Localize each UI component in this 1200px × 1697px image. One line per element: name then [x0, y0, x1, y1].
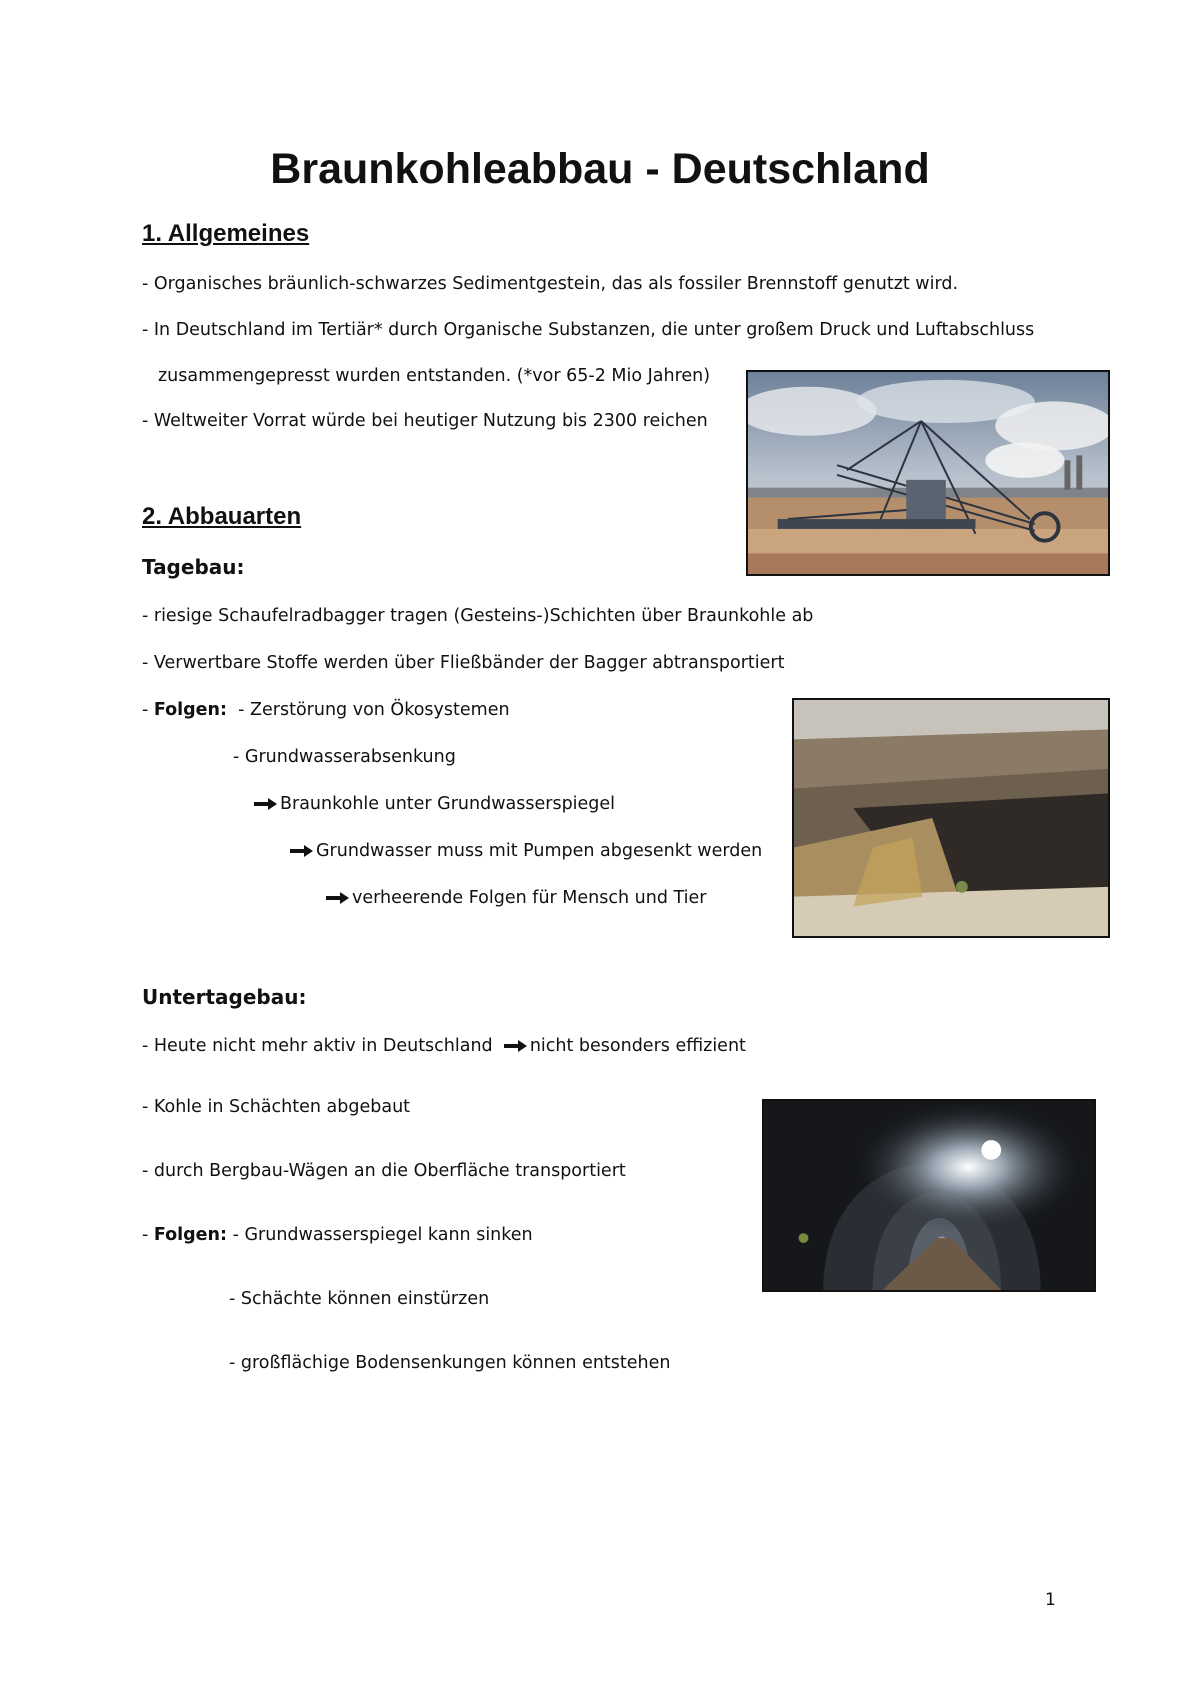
folgen-item: - Zerstörung von Ökosystemen [238, 700, 510, 720]
folgen-label: Folgen: [153, 1225, 228, 1245]
section-heading-allgemeines: 1. Allgemeines [142, 220, 310, 247]
untertagebau-line-1: - Heute nicht mehr aktiv in Deutschland nicht besonders effizient [142, 1036, 746, 1056]
folgen-item: - Grundwasserabsenkung [233, 747, 456, 767]
subheading-tagebau: Tagebau: [142, 555, 245, 579]
text-line: - riesige Schaufelradbagger tragen (Gesteins-)Schichten über Braunkohle ab [142, 606, 814, 626]
page-title: Braunkohleabbau - Deutschland [270, 145, 930, 193]
folgen-item: - großflächige Bodensenkungen können entstehen [229, 1353, 671, 1373]
tunnel-photo [762, 1099, 1096, 1292]
text-line: - durch Bergbau-Wägen an die Oberfläche transportiert [142, 1161, 626, 1181]
folgen-item-arrow: Braunkohle unter Grundwasserspiegel [254, 793, 615, 815]
text-line: - Verwertbare Stoffe werden über Fließbänder der Bagger abtransportiert [142, 653, 785, 673]
folgen-item-arrow: Grundwasser muss mit Pumpen abgesenkt werden [290, 840, 762, 862]
open-pit-photo [792, 698, 1110, 938]
arrow-right-icon [254, 799, 278, 809]
folgen-label: Folgen: [153, 700, 228, 720]
arrow-right-icon [504, 1041, 528, 1051]
folgen-item-arrow: verheerende Folgen für Mensch und Tier [326, 887, 706, 909]
text-line: - In Deutschland im Tertiär* durch Organische Substanzen, die unter großem Druck und Luftabschluss [142, 320, 1035, 340]
folgen-item: - Grundwasserspiegel kann sinken [232, 1225, 533, 1245]
page-number: 1 [1045, 1590, 1056, 1610]
arrow-right-icon [326, 893, 350, 903]
arrow-right-icon [290, 846, 314, 856]
folgen-item: - Schächte können einstürzen [229, 1289, 490, 1309]
folgen-prefix: - [142, 1225, 154, 1245]
text-line: - Organisches bräunlich-schwarzes Sedimentgestein, das als fossiler Brennstoff genutzt wird. [142, 274, 959, 294]
text-line: - Kohle in Schächten abgebaut [142, 1097, 411, 1117]
folgen-prefix: - [142, 700, 154, 720]
text-line: zusammengepresst wurden entstanden. (*vor 65-2 Mio Jahren) [158, 366, 711, 386]
text-line: - Weltweiter Vorrat würde bei heutiger Nutzung bis 2300 reichen [142, 411, 708, 431]
subheading-untertagebau: Untertagebau: [142, 985, 307, 1009]
excavator-photo [746, 370, 1110, 576]
section-heading-abbauarten: 2. Abbauarten [142, 503, 302, 530]
untertagebau-folgen-line [142, 1224, 533, 1246]
tagebau-folgen-line [142, 699, 510, 721]
